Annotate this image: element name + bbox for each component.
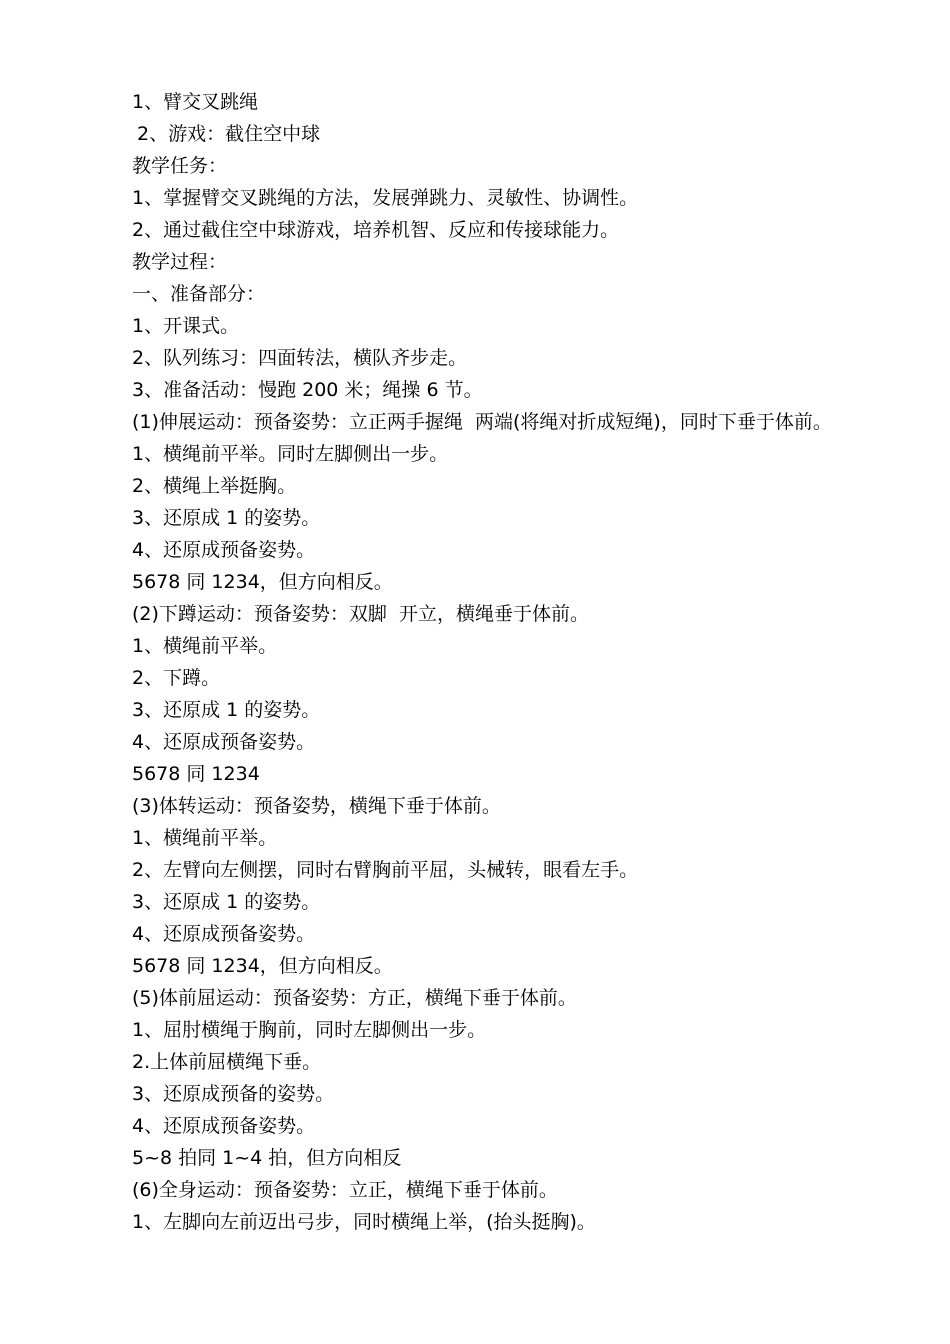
text-line: 3、还原成 1 的姿势。 [132, 699, 321, 721]
text-line: 2、左臂向左侧摆，同时右臂胸前平屈，头械转，眼看左手。 [132, 859, 639, 881]
text-line: 2.上体前屈横绳下垂。 [132, 1051, 322, 1073]
section-heading: 教学过程： [132, 251, 228, 273]
text-line: 1、横绳前平举。 [132, 635, 278, 657]
text-line: 2、队列练习：四面转法，横队齐步走。 [132, 347, 468, 369]
text-line: 5678 同 1234，但方向相反。 [132, 955, 393, 977]
text-line: 3、准备活动：慢跑 200 米；绳操 6 节。 [132, 379, 483, 401]
text-line: 5~8 拍同 1~4 拍，但方向相反 [132, 1147, 402, 1169]
text-line: 2、通过截住空中球游戏，培养机智、反应和传接球能力。 [132, 219, 620, 241]
section-heading: 教学任务： [132, 155, 228, 177]
text-line: 4、还原成预备姿势。 [132, 539, 316, 561]
text-line: 1、横绳前平举。 [132, 827, 278, 849]
text-line: (5)体前屈运动：预备姿势：方正，横绳下垂于体前。 [132, 987, 577, 1009]
text-line: 2、下蹲。 [132, 667, 221, 689]
text-line: 1、屈肘横绳于胸前，同时左脚侧出一步。 [132, 1019, 487, 1041]
text-line: 2、横绳上举挺胸。 [132, 475, 297, 497]
text-line: 5678 同 1234 [132, 763, 260, 785]
text-line: 1、臂交叉跳绳 [132, 91, 259, 113]
text-line: 2、游戏：截住空中球 [137, 123, 321, 145]
text-line: (6)全身运动：预备姿势：立正，横绳下垂于体前。 [132, 1179, 558, 1201]
document-body [132, 86, 932, 1238]
text-line: 1、左脚向左前迈出弓步，同时横绳上举，(抬头挺胸)。 [132, 1211, 596, 1233]
section-heading: 一、准备部分： [132, 283, 266, 305]
text-line: (3)体转运动：预备姿势，横绳下垂于体前。 [132, 795, 501, 817]
text-line: 1、横绳前平举。同时左脚侧出一步。 [132, 443, 449, 465]
text-line: 3、还原成 1 的姿势。 [132, 507, 321, 529]
text-line: 4、还原成预备姿势。 [132, 1115, 316, 1137]
text-line: (2)下蹲运动：预备姿势：双脚 开立，横绳垂于体前。 [132, 603, 589, 625]
text-line: 3、还原成预备的姿势。 [132, 1083, 335, 1105]
text-line: 4、还原成预备姿势。 [132, 923, 316, 945]
text-line: (1)伸展运动：预备姿势：立正两手握绳 两端(将绳对折成短绳)，同时下垂于体前。 [132, 411, 832, 433]
text-line: 4、还原成预备姿势。 [132, 731, 316, 753]
text-line: 1、掌握臂交叉跳绳的方法，发展弹跳力、灵敏性、协调性。 [132, 187, 639, 209]
text-line: 3、还原成 1 的姿势。 [132, 891, 321, 913]
text-line: 1、开课式。 [132, 315, 240, 337]
text-line: 5678 同 1234，但方向相反。 [132, 571, 393, 593]
